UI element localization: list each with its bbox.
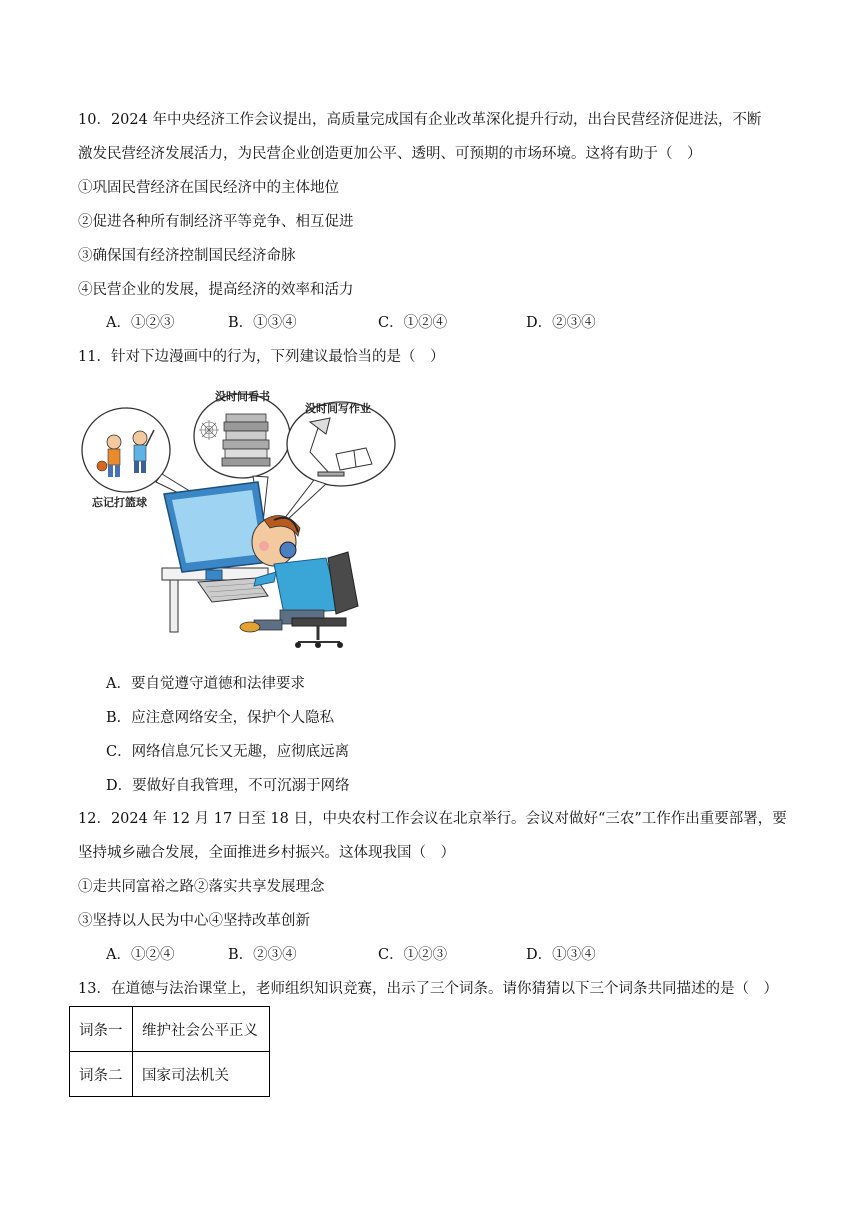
q12-option-d[interactable]: D．①③④	[526, 947, 596, 963]
table-row	[70, 1052, 270, 1097]
q12-stem-line2: 坚持城乡融合发展，全面推进乡村振兴。这体现我国（ ）	[78, 845, 455, 861]
q11-stem: 11．针对下边漫画中的行为，下列建议最恰当的是（ ）	[78, 349, 445, 365]
q10-item-2: ②促进各种所有制经济平等竞争、相互促进	[78, 214, 354, 230]
term-key: 词条二	[70, 1052, 133, 1097]
table-row	[70, 1007, 270, 1052]
q12-items-line1: ①走共同富裕之路②落实共享发展理念	[78, 879, 325, 895]
q11-option-c[interactable]: C．网络信息冗长又无趣，应彻底远离	[106, 744, 350, 760]
q10-option-b[interactable]: B．①③④	[228, 315, 297, 331]
books-icon	[222, 414, 270, 466]
q11-option-a[interactable]: A．要自觉遵守道德和法律要求	[106, 676, 305, 692]
term-value: 维护社会公平正义	[133, 1007, 270, 1052]
q10-item-4: ④民营企业的发展，提高经济的效率和活力	[78, 282, 354, 298]
q12-option-b[interactable]: B．②③④	[228, 947, 297, 963]
bubble-basketball	[82, 408, 170, 492]
q11-option-b[interactable]: B．应注意网络安全，保护个人隐私	[106, 710, 335, 726]
q10-item-1: ①巩固民营经济在国民经济中的主体地位	[78, 180, 339, 196]
spiderweb-icon	[199, 420, 219, 440]
q13-stem: 13．在道德与法治课堂上，老师组织知识竞赛，出示了三个词条。请你猜猜以下三个词条共同描述的是（ ）	[78, 981, 778, 997]
q10-stem-line1: 10．2024 年中央经济工作会议提出，高质量完成国有企业改革深化提升行动，出台民营经济促进法，不断	[78, 112, 762, 128]
label-no-time-homework: 没时间写作业	[305, 402, 371, 415]
label-no-time-read: 没时间看书	[215, 390, 270, 403]
term-value: 国家司法机关	[133, 1052, 270, 1097]
q10-option-c[interactable]: C．①②④	[378, 315, 448, 331]
cartoon-illustration	[78, 382, 408, 652]
q12-option-c[interactable]: C．①②③	[378, 947, 448, 963]
q13-terms-table	[69, 1006, 270, 1097]
q10-option-d[interactable]: D．②③④	[526, 315, 596, 331]
q10-stem-line2: 激发民营经济发展活力，为民营企业创造更加公平、透明、可预期的市场环境。这将有助于（ ）	[78, 146, 702, 162]
label-forgot-basketball: 忘记打篮球	[92, 496, 147, 509]
term-key: 词条一	[70, 1007, 133, 1052]
q12-items-line2: ③坚持以人民为中心④坚持改革创新	[78, 913, 310, 929]
q10-option-a[interactable]: A．①②③	[106, 315, 175, 331]
q11-option-d[interactable]: D．要做好自我管理，不可沉溺于网络	[106, 778, 350, 794]
q10-item-3: ③确保国有经济控制国民经济命脉	[78, 248, 296, 264]
q12-stem-line1: 12．2024 年 12 月 17 日至 18 日，中央农村工作会议在北京举行。会议对做好“三农”工作作出重要部署，要	[78, 811, 787, 827]
q12-option-a[interactable]: A．①②④	[106, 947, 175, 963]
